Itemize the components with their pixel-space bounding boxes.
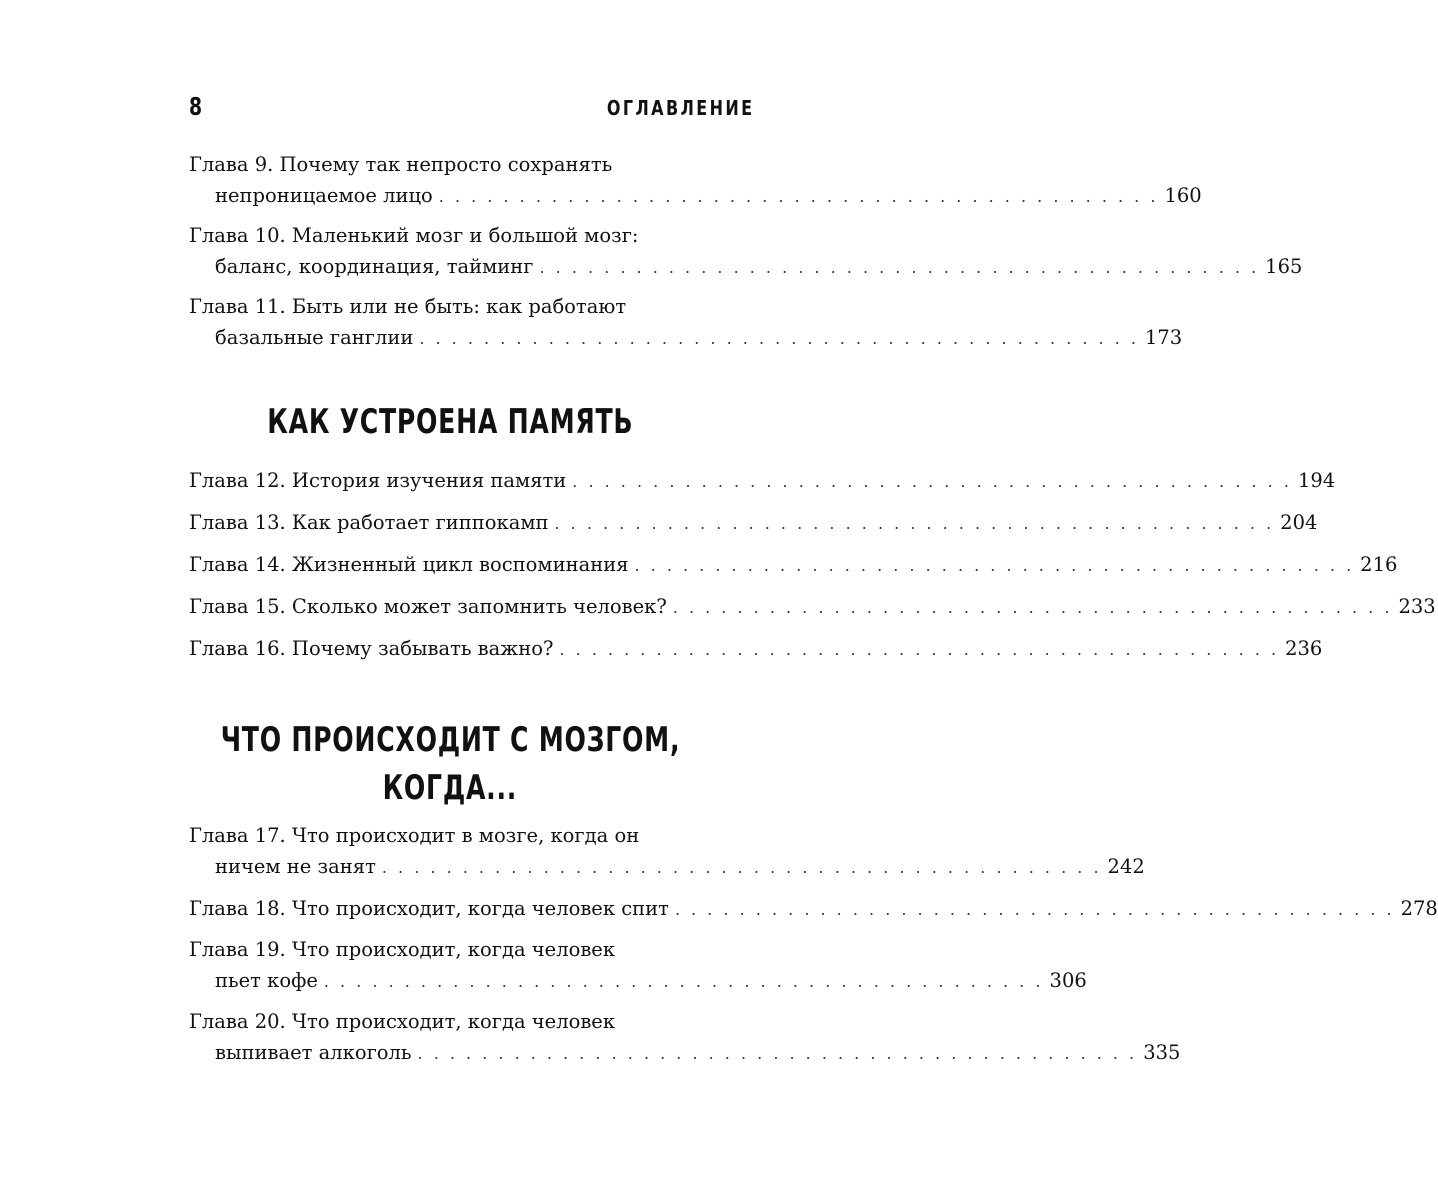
entry-title-line2: непроницаемое лицо	[215, 184, 433, 207]
dot-leader: . . . . . . . . . . . . . . . . . . . . . . . . . . . . . . . . . . . . . . . . . . . . .	[381, 858, 1102, 877]
toc-entry[interactable]	[189, 149, 1202, 212]
entry-page-number: 233	[1398, 595, 1436, 618]
section-title-line1: ЧТО ПРОИСХОДИТ С МОЗГОМ,	[220, 720, 680, 760]
entry-title-line1: Глава 11. Быть или не быть: как работают	[189, 295, 627, 318]
entry-title: Глава 16. Почему забывать важно?	[189, 637, 554, 660]
entry-title: Глава 12. История изучения памяти	[189, 469, 567, 492]
entry-page-number: 194	[1297, 469, 1336, 492]
toc-entry[interactable]	[189, 591, 1436, 623]
dot-leader: . . . . . . . . . . . . . . . . . . . . . . . . . . . . . . . . . . . . . . . . . . . . .	[438, 187, 1159, 206]
dot-leader: . . . . . . . . . . . . . . . . . . . . . . . . . . . . . . . . . . . . . . . . . . . . .	[674, 900, 1395, 919]
toc-entry[interactable]	[189, 820, 1145, 883]
toc-entry[interactable]	[189, 893, 1438, 925]
entry-title-line1: Глава 17. Что происходит в мозге, когда он	[189, 824, 640, 847]
entry-title-line2: выпивает алкоголь	[215, 1041, 412, 1064]
dot-leader: . . . . . . . . . . . . . . . . . . . . . . . . . . . . . . . . . . . . . . . . . . . . .	[559, 640, 1280, 659]
dot-leader: . . . . . . . . . . . . . . . . . . . . . . . . . . . . . . . . . . . . . . . . . . . . .	[417, 1044, 1138, 1063]
entry-title-line2: баланс, координация, тайминг	[215, 255, 534, 278]
entry-page-number: 160	[1164, 184, 1202, 207]
entry-title-line2: пьет кофе	[215, 969, 318, 992]
entry-title: Глава 14. Жизненный цикл воспоминания	[189, 553, 629, 576]
entry-page-number: 236	[1285, 637, 1323, 660]
entry-title-line2: базальные ганглии	[215, 326, 414, 349]
section-title-memory	[0, 398, 900, 446]
entry-title: Глава 18. Что происходит, когда человек спит	[189, 897, 669, 920]
page-number: 8	[189, 92, 203, 121]
entry-page-number: 306	[1049, 969, 1087, 992]
entry-title-line2: ничем не занят	[215, 855, 376, 878]
running-title: ОГЛАВЛЕНИЕ	[606, 96, 754, 120]
entry-title-line1: Глава 9. Почему так непросто сохранять	[189, 153, 613, 176]
dot-leader: . . . . . . . . . . . . . . . . . . . . . . . . . . . . . . . . . . . . . . . . . . . . .	[554, 514, 1275, 533]
dot-leader: . . . . . . . . . . . . . . . . . . . . . . . . . . . . . . . . . . . . . . . . . . . . .	[539, 258, 1260, 277]
toc-entry[interactable]	[189, 291, 1183, 354]
section-title-text: КАК УСТРОЕНА ПАМЯТЬ	[266, 402, 634, 442]
section-title-brain	[0, 716, 900, 812]
dot-leader: . . . . . . . . . . . . . . . . . . . . . . . . . . . . . . . . . . . . . . . . . . . . .	[323, 972, 1044, 991]
entry-title-line1: Глава 20. Что происходит, когда человек	[189, 1010, 616, 1033]
toc-entry[interactable]	[189, 633, 1323, 665]
toc-entry[interactable]	[189, 507, 1318, 539]
dot-leader: . . . . . . . . . . . . . . . . . . . . . . . . . . . . . . . . . . . . . . . . . . . . .	[572, 472, 1292, 491]
dot-leader: . . . . . . . . . . . . . . . . . . . . . . . . . . . . . . . . . . . . . . . . . . . . .	[634, 556, 1355, 575]
entry-page-number: 165	[1265, 255, 1303, 278]
entry-page-number: 204	[1280, 511, 1318, 534]
toc-entry[interactable]	[189, 549, 1398, 581]
entry-page-number: 242	[1107, 855, 1145, 878]
dot-leader: . . . . . . . . . . . . . . . . . . . . . . . . . . . . . . . . . . . . . . . . . . . . .	[672, 598, 1393, 617]
entry-title-line1: Глава 10. Маленький мозг и большой мозг:	[189, 224, 639, 247]
section-title-line2: КОГДА...	[382, 768, 518, 808]
toc-entry[interactable]	[189, 1006, 1181, 1069]
toc-entry[interactable]	[189, 465, 1336, 497]
dot-leader: . . . . . . . . . . . . . . . . . . . . . . . . . . . . . . . . . . . . . . . . . . . . .	[419, 329, 1139, 348]
entry-page-number: 216	[1360, 553, 1398, 576]
entry-page-number: 173	[1144, 326, 1183, 349]
entry-title-line1: Глава 19. Что происходит, когда человек	[189, 938, 616, 961]
toc-entry[interactable]	[189, 220, 1303, 283]
entry-title: Глава 15. Сколько может запомнить человек?	[189, 595, 667, 618]
entry-page-number: 335	[1143, 1041, 1181, 1064]
toc-entry[interactable]	[189, 934, 1087, 997]
entry-title: Глава 13. Как работает гиппокамп	[189, 511, 549, 534]
entry-page-number: 278	[1400, 897, 1438, 920]
